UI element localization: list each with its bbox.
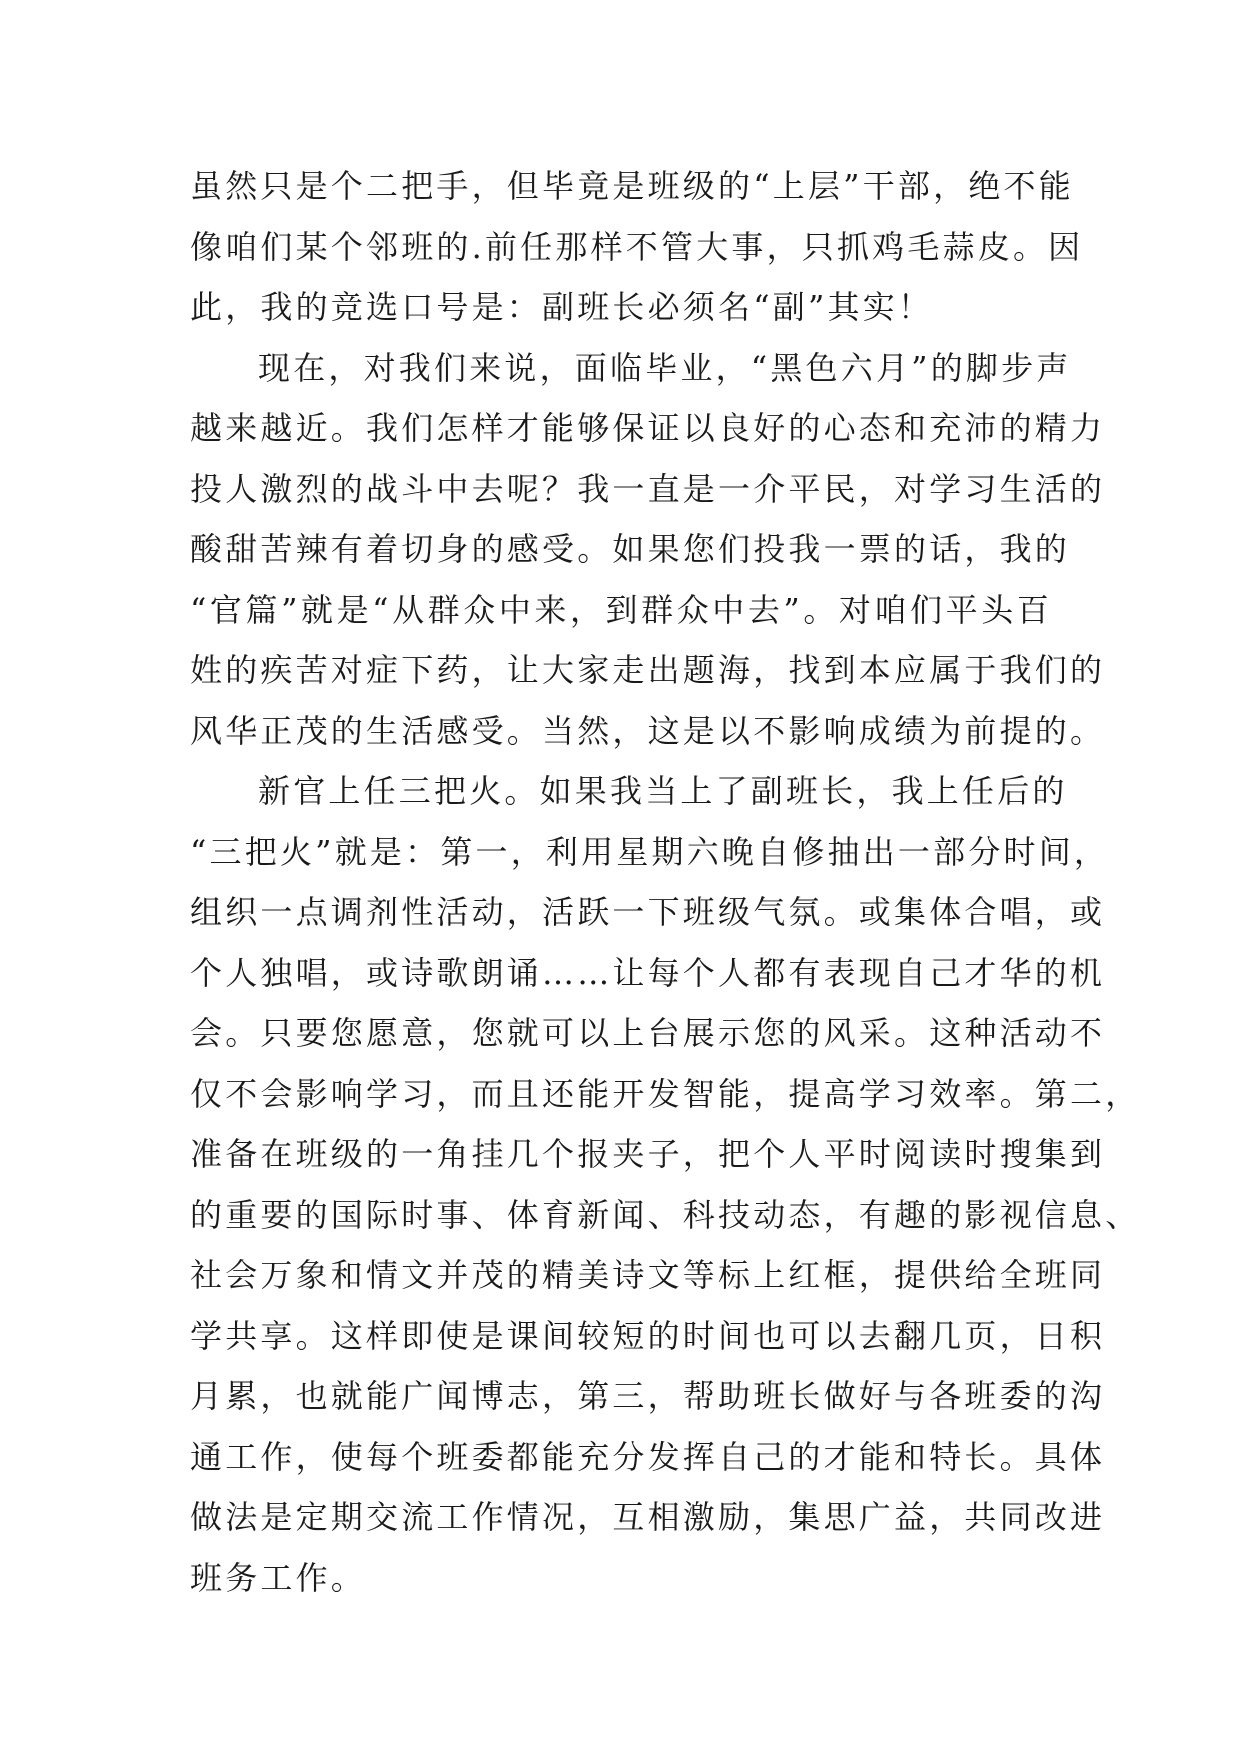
text-line: 风华正茂的生活感受。当然，这是以不影响成绩为前提的。: [190, 711, 1106, 750]
text-line: 个人独唱，或诗歌朗诵……让每个人都有表现自己才华的机: [190, 953, 1106, 992]
text-line: 像咱们某个邻班的.前任那样不管大事，只抓鸡毛蒜皮。因: [190, 227, 1084, 266]
text-line: 学共享。这样即使是课间较短的时间也可以去翻几页，日积: [190, 1316, 1106, 1355]
text-line: 组织一点调剂性活动，活跃一下班级气氛。或集体合唱，或: [190, 893, 1106, 931]
text-line: 准备在班级的一角挂几个报夹子，把个人平时阅读时搜集到: [190, 1135, 1106, 1173]
text-line: 会。只要您愿意，您就可以上台展示您的风采。这种活动不: [190, 1014, 1106, 1052]
text-line: 做法是定期交流工作情况，互相激励，集思广益，共同改进: [190, 1498, 1106, 1536]
text-line: “三把火”就是：第一，利用星期六晚自修抽出一部分时间，: [190, 832, 1110, 871]
text-line: 班务工作。: [190, 1558, 367, 1597]
text-line: 越来越近。我们怎样才能够保证以良好的心态和充沛的精力: [190, 409, 1106, 447]
text-line: 姓的疾苦对症下药，让大家走出题海，找到本应属于我们的: [190, 651, 1106, 689]
text-line: 现在，对我们来说，面临毕业，“黑色六月”的脚步声: [258, 348, 1072, 387]
text-line: 仅不会影响学习，而且还能开发智能，提高学习效率。第二，: [190, 1074, 1141, 1113]
text-line: “官篇”就是“从群众中来，到群众中去”。对咱们平头百: [190, 590, 1052, 629]
text-line: 此，我的竞选口号是：副班长必须名“副”其实！: [190, 288, 934, 326]
text-line: 酸甜苦辣有着切身的感受。如果您们投我一票的话，我的: [190, 530, 1071, 568]
text-line: 虽然只是个二把手，但毕竟是班级的“上层”干部，绝不能: [190, 167, 1074, 205]
text-line: 通工作，使每个班委都能充分发挥自己的才能和特长。具体: [190, 1437, 1106, 1476]
body-text: [190, 156, 1141, 1608]
text-line: 新官上任三把火。如果我当上了副班长，我上任后的: [258, 772, 1068, 810]
text-line: 社会万象和情文并茂的精美诗文等标上红框，提供给全班同: [190, 1256, 1106, 1294]
text-line: 的重要的国际时事、体育新闻、科技动态，有趣的影视信息、: [190, 1195, 1141, 1234]
text-line: 月累，也就能广闻博志，第三，帮助班长做好与各班委的沟: [190, 1377, 1106, 1415]
text-line: 投人激烈的战斗中去呢？我一直是一介平民，对学习生活的: [190, 469, 1106, 508]
